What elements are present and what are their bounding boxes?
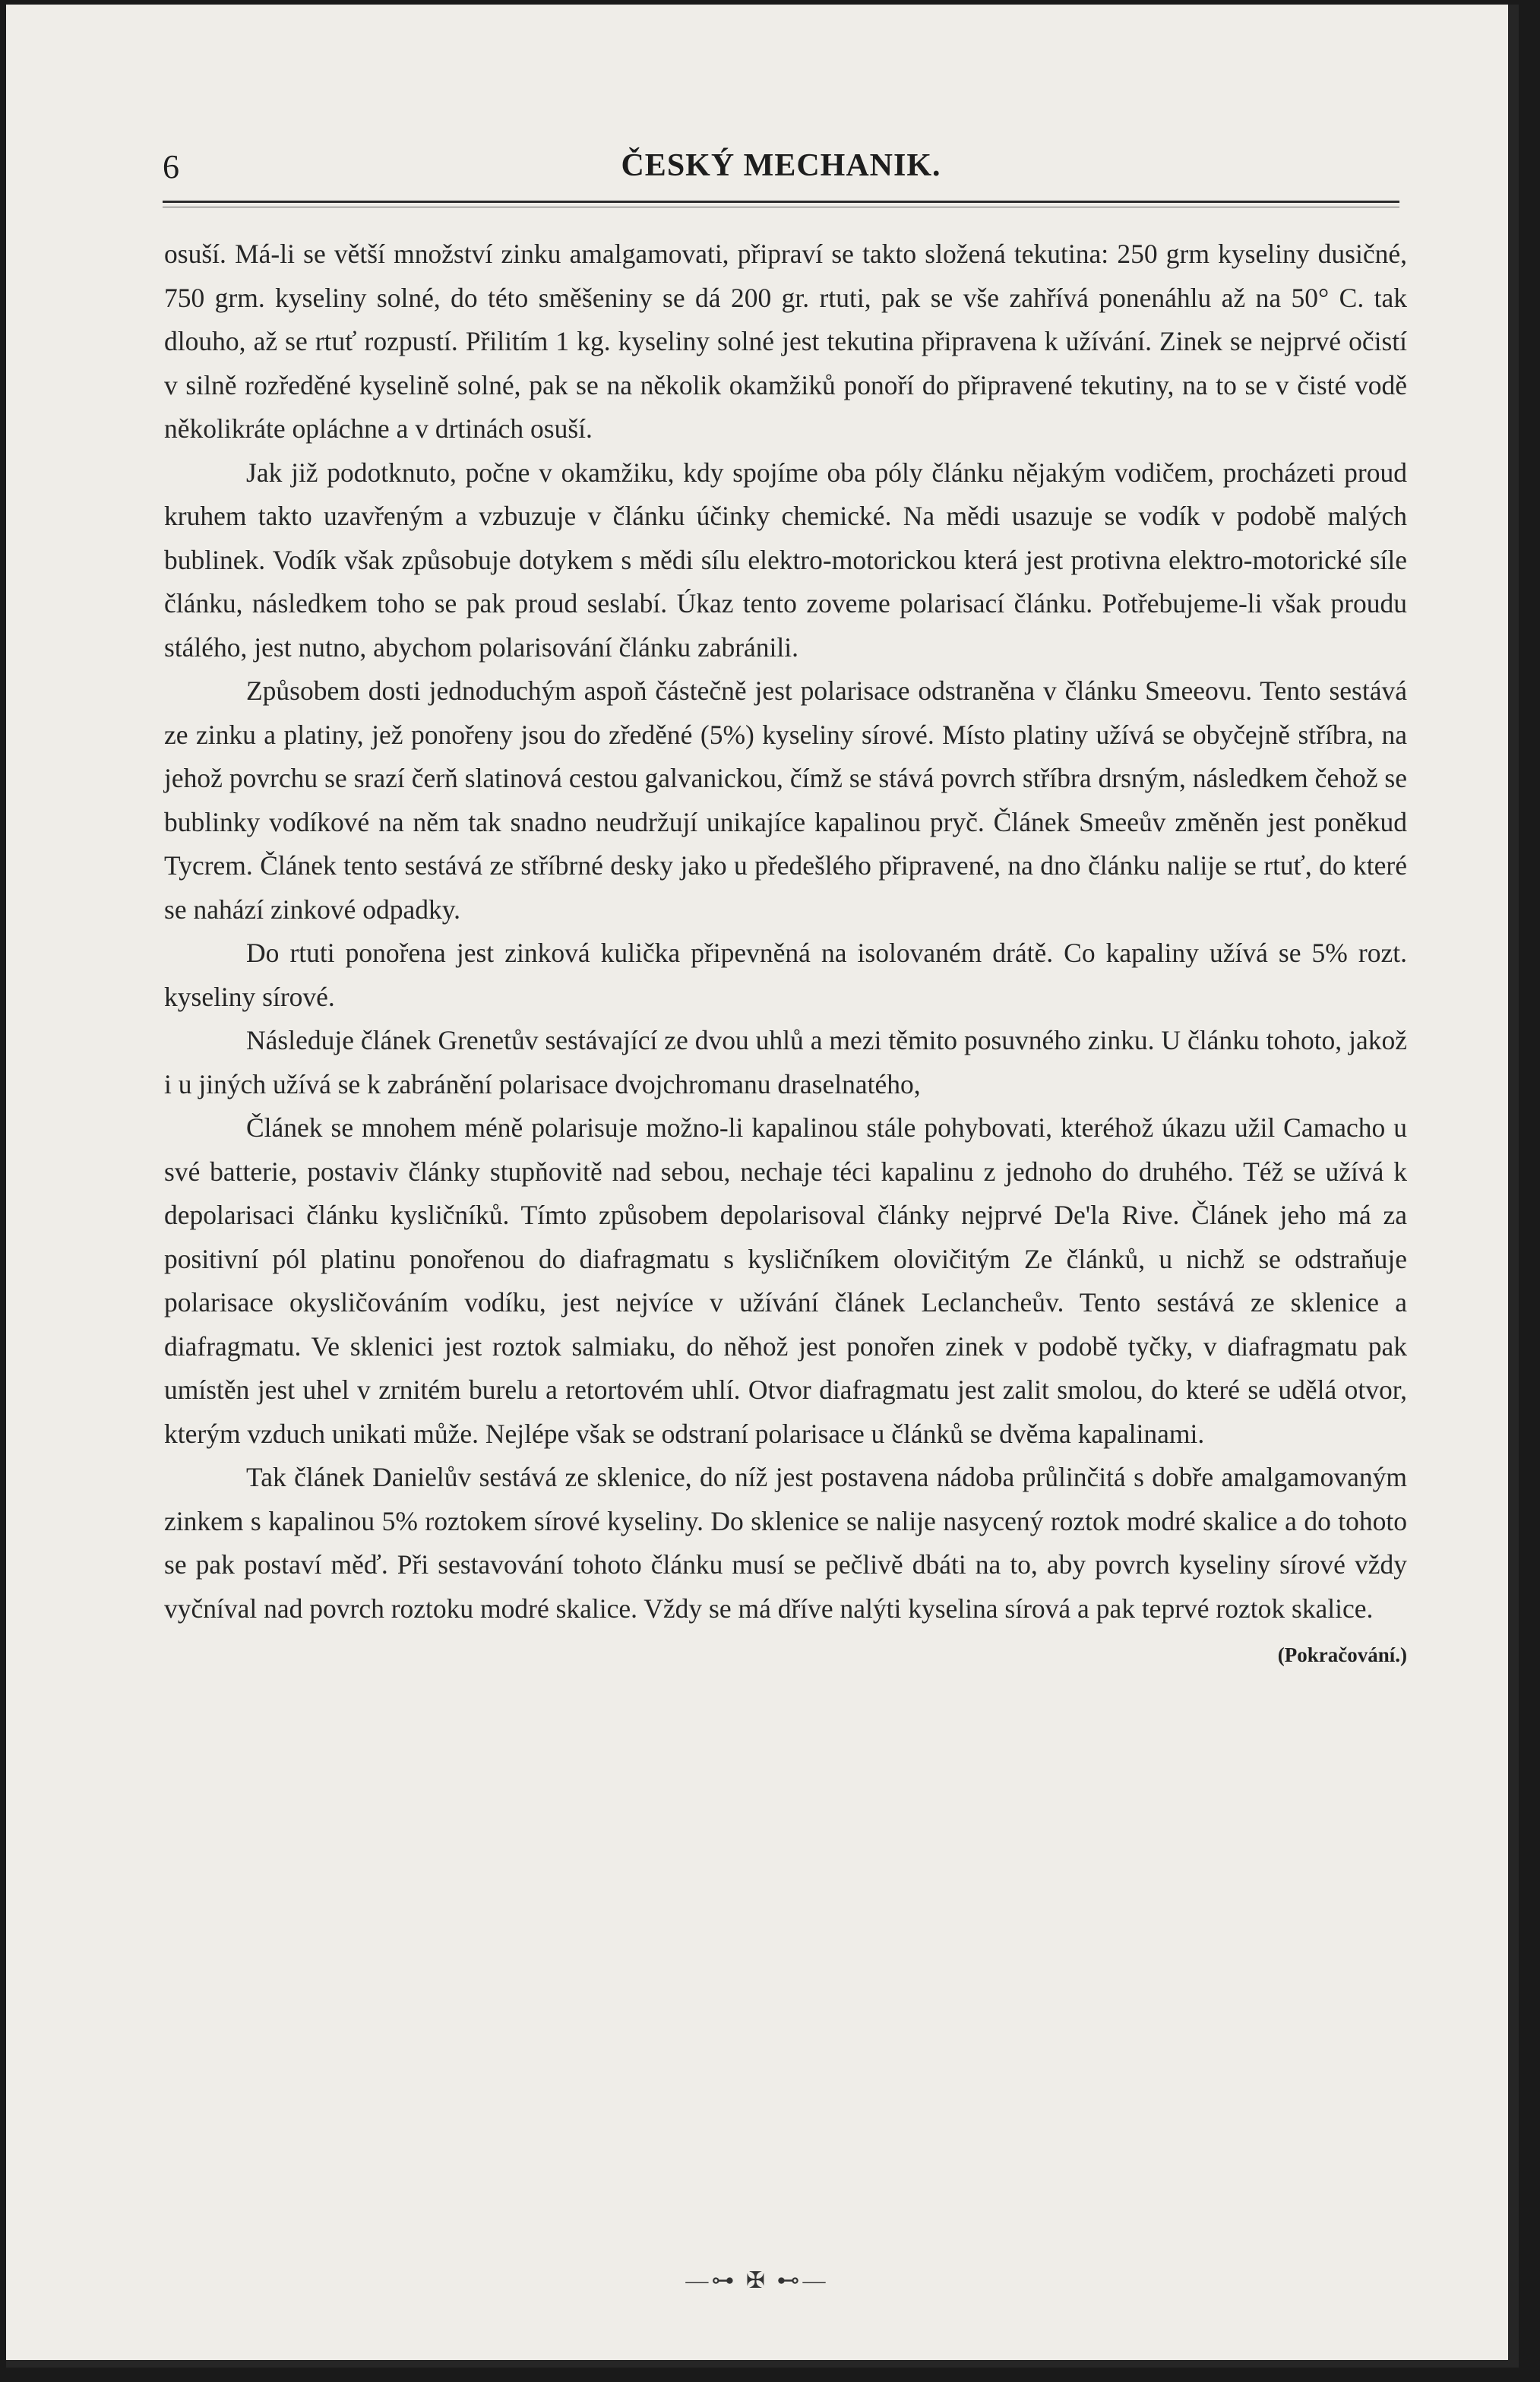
page-header [158,147,1404,193]
paragraph: Jak již podotknuto, počne v okamžiku, kdy spojíme oba póly článku nějakým vodičem, procházeti proud kruhem takto uzavřeným a vzbuzuje v článku účinky chemické. Na mědi usazuje se vodík v podobě malých bublinek. Vodík však způsobuje dotykem s mědi sílu elektro-motorickou která jest protivna elektro-motorické síle článku, následkem toho se pak proud seslabí. Úkaz tento zoveme polarisací článku. Potřebujeme-li však proudu stálého, jest nutno, abychom polarisování článku zabránili. [164,457,1407,663]
paragraph: osuší. Má-li se větší množství zinku amalgamovati, připraví se takto složená tekutina: 250 grm kyseliny dusičné, 750 grm. kyseliny solné, do této směšeniny se dá 200 gr. rtuti, pak se vše zahřívá ponenáhlu až na 50° C. tak dlouho, až se rtuť rozpustí. Přilitím 1 kg. kyseliny solné jest tekutina připravena k užívání. Zinek se nejprvé očistí v silně rozředěné kyselině solné, pak se na několik okamžiků ponoří do připravené tekutiny, na to se v čisté vodě několikráte opláchne a v drtinách osuší. [164,239,1407,444]
paragraph: Následuje článek Grenetův sestávající ze dvou uhlů a mezi těmito posuvného zinku. U článku tohoto, jakož i u jiných užívá se k zabránění polarisace dvojchromanu draselnatého, [164,1025,1407,1099]
paragraph: Způsobem dosti jednoduchým aspoň částečně jest polarisace odstraněna v článku Smeeovu. Tento sestává ze zinku a platiny, jež ponořeny jsou do zředěné (5%) kyseliny sírové. Místo platiny užívá se obyčejně stříbra, na jehož povrchu se srazí čerň slatinová cestou galvanickou, čímž se stává povrch stříbra drsným, následkem čehož se bublinky vodíkové na něm tak snadno neudržují unikajíce kapalinou pryč. Článek Smeeův změněn jest poněkud Tycrem. Článek tento sestává ze stříbrné desky jako u předešlého připravené, na dno článku nalije se rtuť, do které se nahází zinkové odpadky. [164,675,1407,925]
end-ornament: —⊶ ✠ ⊷— [685,2268,829,2293]
header-rule [163,201,1399,203]
article-body [164,233,1407,1678]
paragraph-last [164,1456,1407,1666]
paragraph: Do rtuti ponořena jest zinková kulička připevněná na isolovaném drátě. Co kapaliny užívá se 5% rozt. kyseliny sírové. [164,938,1407,1012]
running-title: ČESKÝ MECHANIK. [621,148,941,183]
page [6,5,1519,2368]
page-number: 6 [163,148,179,185]
continued-note: (Pokračování.) [1277,1643,1407,1666]
paragraph-last-text: Tak článek Danielův sestává ze sklenice, do níž jest postavena nádoba průlinčitá s dobře amalgamovaným zinkem s kapalinou 5% roztokem sírové kyseliny. Do sklenice se nalije nasycený roztok modré skalice a do tohoto se pak postaví měď. Při sestavování tohoto článku musí se pečlivě dbáti na to, aby povrch kyseliny sírové vždy vyčníval nad povrch roztoku modré skalice. Vždy se má dříve nalýti kyselina sírová a pak teprvé roztok skalice. [164,1462,1407,1624]
paragraph: Článek se mnohem méně polarisuje možno-li kapalinou stále pohybovati, kteréhož úkazu užil Camacho u své batterie, postaviv články stupňovitě nad sebou, nechaje téci kapalinu z jednoho do druhého. Též se užívá k depolarisaci článku kysličníků. Tímto způsobem depolarisoval články nejprvé De'la Rive. Článek jeho má za positivní pól platinu ponořenou do diafragmatu s kysličníkem olovičitým Ze článků, u nichž se odstraňuje polarisace okysličováním vodíku, jest nejvíce v užívání článek Leclancheův. Tento sestává ze sklenice a diafragmatu. Ve sklenici jest roztok salmiaku, do něhož jest ponořen zinek v podobě tyčky, v diafragmatu pak umístěn jest uhel v zrnitém burelu a retortovém uhlí. Otvor diafragmatu jest zalit smolou, do které se udělá otvor, kterým vzduch unikati může. Nejlépe však se odstraní polarisace u článků se dvěma kapalinami. [164,1112,1407,1449]
